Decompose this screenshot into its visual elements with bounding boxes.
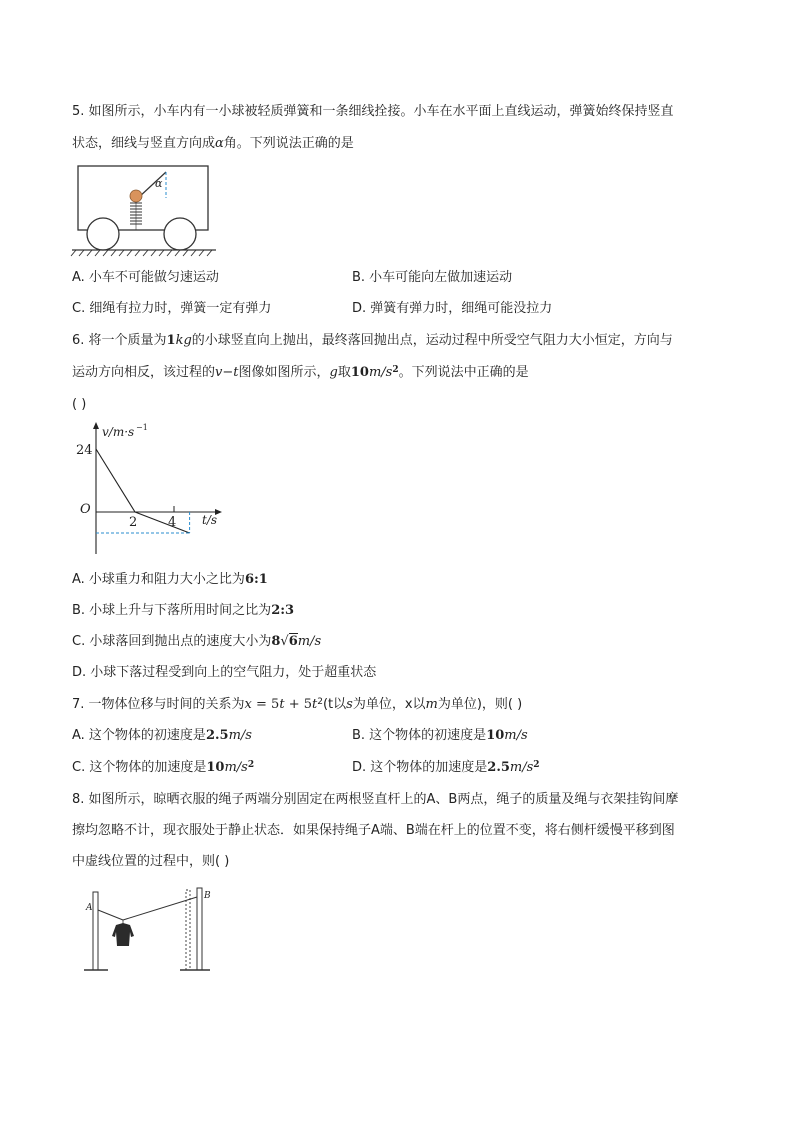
q8-label-a: A [86, 903, 93, 913]
q8-stem-line2: 擦均忽略不计，现衣服处于静止状态．如果保持绳子A端、B端在杆上的位置不变，将右侧杆缓慢平移到图 [72, 823, 675, 838]
q7-stem: 7. 一物体位移与时间的关系为$x = 5t + 5t^2(t$以s为单位，x以m为单位)，则( ) [72, 697, 523, 712]
q5-stem-line2: 状态，细线与竖直方向成α角。下列说法正确的是 [72, 136, 354, 151]
q6-option-b[interactable]: B. 小球上升与下落所用时间之比为2:3 [72, 603, 295, 618]
q5-option-c[interactable]: C. 细绳有拉力时，弹簧一定有弹力 [72, 301, 272, 316]
q6-option-a[interactable]: A. 小球重力和阻力大小之比为6:1 [72, 572, 268, 587]
y-tick-24: 24 [76, 443, 93, 458]
x-tick-4: 4 [168, 515, 177, 530]
q5-option-b[interactable]: B. 小车可能向左做加速运动 [352, 270, 513, 285]
q8-label-b: B [204, 891, 211, 901]
y-axis-arrow [93, 422, 99, 429]
q7-option-d[interactable]: D. 这个物体的加速度是$2.5m/s^2$ [352, 760, 540, 775]
q7-option-b[interactable]: B. 这个物体的初速度是10m/s [352, 728, 528, 743]
y-axis-label-exp: −1 [136, 423, 148, 432]
q6-option-c[interactable]: C. 小球落回到抛出点的速度大小为8√6m/s [72, 634, 322, 649]
q5-option-d[interactable]: D. 弹簧有弹力时，细绳可能没拉力 [352, 301, 553, 316]
x-axis-label: t/s [202, 513, 218, 527]
q6-stem-line1: 6. 将一个质量为1kg的小球竖直向上抛出，最终落回抛出点，运动过程中所受空气阻力大小恒定，方向与 [72, 333, 673, 348]
x-tick-2: 2 [129, 515, 138, 530]
q6-stem-line2: 运动方向相反，该过程的v−t图像如图所示，g取$10m/s^2$。下列说法中正确的是 [72, 365, 529, 380]
y-axis-label: v/m·s [102, 425, 135, 439]
q5-stem-line1: 5. 如图所示，小车内有一小球被轻质弹簧和一条细线拴接。小车在水平面上直线运动，弹簧始终保持竖直 [72, 104, 674, 119]
q8-stem-line1: 8. 如图所示，晾晒衣服的绳子两端分别固定在两根竖直杆上的A、B两点，绳子的质量及绳与衣架挂钩间摩 [72, 792, 679, 807]
q7-option-a[interactable]: A. 这个物体的初速度是2.5m/s [72, 728, 252, 743]
q8-stem-line3: 中虚线位置的过程中，则( ) [72, 854, 230, 869]
origin-label: O [80, 502, 91, 517]
q7-option-c[interactable]: C. 这个物体的加速度是$10m/s^2$ [72, 760, 255, 775]
velocity-line-up [96, 449, 135, 512]
coat-icon [112, 923, 134, 946]
q6-vt-graph [70, 420, 230, 560]
q5-option-a[interactable]: A. 小车不可能做匀速运动 [72, 270, 219, 285]
q6-paren: ( ) [72, 397, 87, 412]
q5-alpha-label: α [155, 177, 163, 190]
velocity-line-down [135, 512, 190, 533]
q6-option-d[interactable]: D. 小球下落过程受到向上的空气阻力，处于超重状态 [72, 665, 377, 680]
q5-cart-figure [70, 160, 220, 260]
q8-clothesline-figure [80, 884, 220, 976]
